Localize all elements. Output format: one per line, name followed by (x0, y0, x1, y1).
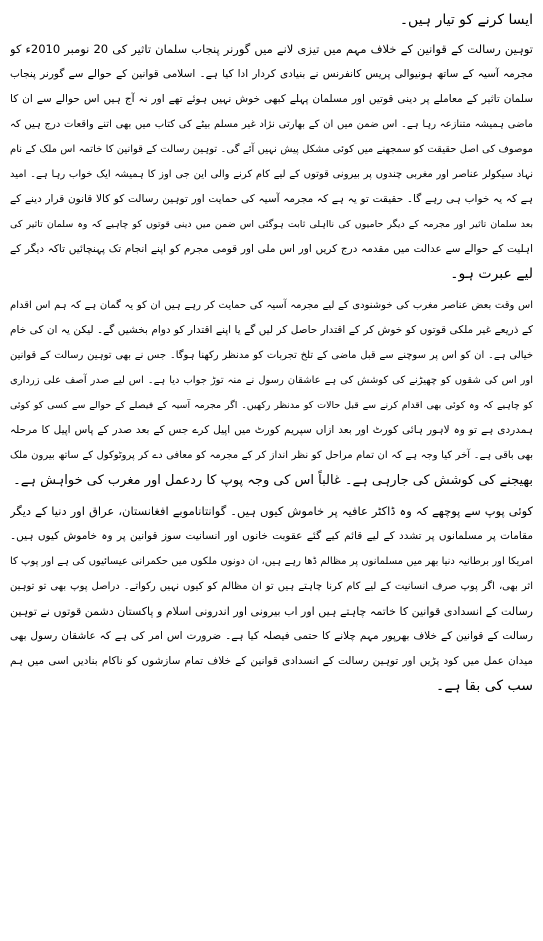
text-line: اور اس کی شقوں کو چھیڑنے کی کوشش کی ہے عاشقان رسول نے منہ توڑ جواب دیا ہے۔ اس لیے صدر آصف علی زرداری (10, 375, 533, 386)
text-line: کو چاہیے کہ وہ کوئی بھی اقدام کرنے سے قبل حالات کو مدنظر رکھیں۔ اگر مجرمہ آسیہ کے فیصلے کے حوالے سے کسی کو کوئی (10, 400, 533, 411)
text-line: لیے عبرت ہو۔ (450, 266, 533, 282)
paragraph-3 (10, 293, 533, 493)
text-line: بعد سلمان تاثیر اور مجرمہ کے دیگر حامیوں کی نااہلی ثابت ہوگئی اس ضمن میں دینی قوتوں کو چاہیے کہ وہ سلمان تاثیر کی (10, 219, 533, 230)
paragraph-1 (10, 8, 533, 33)
text-line: بھیجنے کی کوشش کی جارہی ہے۔ غالباً اس کی وجہ پوپ کا ردعمل اور مغرب کی خواہش ہے۔ (13, 473, 533, 488)
text-line: رسالت کے قوانین کے خلاف بھرپور مہم چلانے کا حتمی فیصلہ کیا ہے۔ ضرورت اس امر کی ہے کہ عاشقان رسول بھی (10, 630, 533, 642)
text-line: میدان عمل میں کود پڑیں اور توہین رسالت کے انسدادی قوانین کے خلاف تمام سازشوں کو ناکام بنادیں اسی میں ہم (10, 655, 533, 667)
text-line: سلمان تاثیر کے معاملے پر دینی قوتیں اور مسلمان پہلے کبھی خوش نہیں ہوئے تھے اور نہ آج ہیں اس حوالے سے ان کا (10, 93, 533, 105)
text-line: کوئی پوپ سے پوچھے کہ وہ ڈاکٹر عافیہ پر خاموش کیوں ہیں۔ گوانتاناموبے افغانستان، عراق اور دنیا کے دیگر (10, 504, 533, 518)
text-line: خیالی ہے۔ ان کو اس پر سوچنے سے قبل ماضی کے تلخ تجربات کو مدنظر رکھنا ہوگا۔ جس نے بھی توہین رسالت کے قوانین (10, 350, 533, 361)
text-line: سب کی بقا ہے۔ (435, 678, 533, 694)
text-line: مقامات پر مسلمانوں پر تشدد کے لیے قائم کیے گئے عقوبت خانوں اور انسانیت سوز قوانین پر وہ خاموش کیوں ہیں۔ (10, 530, 533, 542)
text-line: ہمدردی ہے تو وہ لاہور ہائی کورٹ اور بعد ازاں سپریم کورٹ میں اپیل کرے جس کے بعد صدر کے پاس اپیل کا مرحلہ (10, 424, 533, 436)
text-line: اہلیت کے حوالے سے عدالت میں مقدمہ درج کریں اور اس ملی اور قومی مجرم کو اپنے انجام تک پہنچائیں تاکہ دیگر کے (10, 243, 533, 255)
text-line: ماضی ہمیشہ متنازعہ رہا ہے۔ اس ضمن میں ان کے بھارتی نژاد غیر مسلم بیٹے کی کتاب میں بھی اتنے واقعات درج ہیں کہ (10, 119, 533, 130)
text-line: مجرمہ آسیہ کے ساتھ ہونیوالی پریس کانفرنس نے بنیادی کردار ادا کیا ہے۔ اسلامی قوانین کے حوالے سے گورنر پنجاب (10, 68, 533, 80)
text-line: اس وقت بعض عناصر مغرب کی خوشنودی کے لیے مجرمہ آسیہ کی حمایت کر رہے ہیں ان کو یہ گمان ہے کہ ہم اس اقدام (10, 300, 533, 311)
text-line: امریکا اور برطانیہ دنیا بھر میں مسلمانوں پر مظالم ڈھا رہے ہیں، ان دونوں ملکوں میں حکمرانی عیسائیوں کی ہے اور پوپ کا (10, 556, 533, 567)
text-line: توہین رسالت کے قوانین کے خلاف مہم میں تیزی لانے میں گورنر پنجاب سلمان تاثیر کی 20 نومبر 2010ء کو (10, 42, 533, 56)
text-line: نہاد سیکولر عناصر اور مغربی چندوں پر بیرونی قوتوں کے لیے کام کرنے والی این جی اوز کا ہمیشہ ایک خواب رہا ہے۔ امید (10, 169, 533, 180)
text-line: بھی باقی ہے۔ آخر کیا وجہ ہے کہ ان تمام مراحل کو نظر انداز کر کے مجرمہ کو معافی دے کر پروٹوکول کے ساتھ بیرون ملک (10, 450, 533, 461)
text-line: رسالت کے انسدادی قوانین کا خاتمہ چاہتے ہیں اور اب بیرونی اور اندرونی اسلام و پاکستان دشمن قوتوں نے توہین (10, 605, 533, 618)
text-line: موصوف کی اصل حقیقت کو سمجھنے میں کوئی مشکل پیش نہیں آئے گی۔ توہین رسالت کے قوانین کا خاتمہ اس ملک کے نام (10, 144, 533, 155)
text-line: ایسا کرنے کو تیار ہیں۔ (399, 12, 533, 28)
paragraph-4 (10, 499, 533, 699)
paragraph-2 (10, 37, 533, 287)
text-line: کے ذریعے غیر ملکی قوتوں کو خوش کر کے اقتدار حاصل کر لیں گے یا اپنے اقتدار کو دوام بخشیں گے۔ لیکن یہ ان کی خام (10, 324, 533, 336)
text-line: ہے کہ یہ خواب ہی رہے گا۔ حقیقت تو یہ ہے کہ مجرمہ آسیہ کی حمایت اور توہین رسالت کو کالا قانون قرار دینے کے (10, 193, 533, 205)
text-line: اثر بھی، اگر پوپ صرف انسانیت کے لیے کام کرنا چاہتے ہیں تو ان مظالم کو کیوں نہیں رکواتے۔ دراصل پوپ بھی تو توہین (10, 581, 533, 592)
